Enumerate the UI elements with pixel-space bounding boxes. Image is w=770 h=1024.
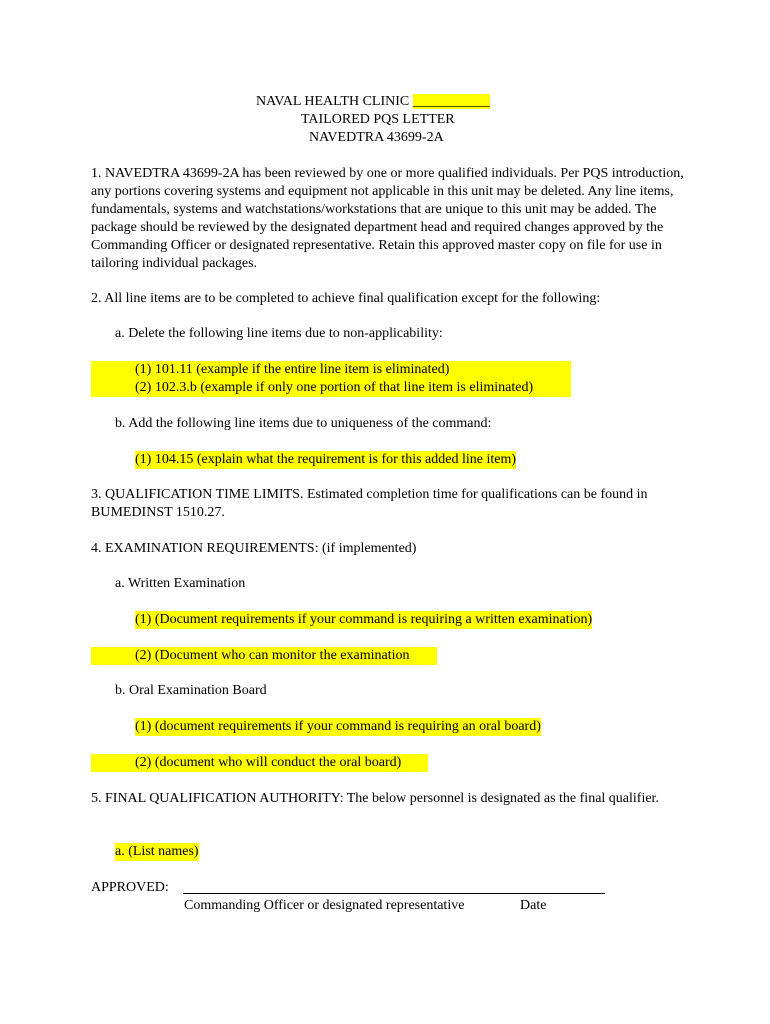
qualifier-names: a. (List names) (115, 844, 199, 859)
line-item-4a1: (1) (Document requirements if your command is requiring a written examination) (135, 612, 593, 627)
signature-line (183, 893, 605, 894)
header-navedtra: NAVEDTRA 43699-2A (309, 130, 444, 145)
line-item-4a2: (2) (Document who can monitor the examination (135, 648, 410, 663)
line-item-2b1: (1) 104.15 (explain what the requirement is for this added line item) (135, 452, 517, 467)
header-clinic-line (256, 93, 490, 111)
clinic-name-blank: ___________ (412, 94, 490, 109)
paragraph-4a: a. Written Examination (115, 576, 246, 591)
line-item-4b1: (1) (document requirements if your command is requiring an oral board) (135, 719, 541, 734)
date-label: Date (520, 898, 547, 913)
line-item-2a2: (2) 102.3.b (example if only one portion of that line item is eliminated) (135, 380, 534, 395)
paragraph-2a: a. Delete the following line items due to non-applicability: (115, 326, 443, 341)
signer-label: Commanding Officer or designated representative (184, 898, 465, 913)
header-clinic-prefix: NAVAL HEALTH CLINIC (256, 94, 413, 109)
line-item-4b2: (2) (document who will conduct the oral board) (135, 755, 402, 770)
paragraph-1: 1. NAVEDTRA 43699-2A has been reviewed by one or more qualified individuals. Per PQS introduction, any portions covering systems and equipment not applicable in this unit may be deleted. Any line items, fundamentals, systems and watchstations/workstations that are unique to this unit may be added. The package should be reviewed by the designated department head and required changes approved by the Commanding Officer or designated representative. Retain this approved master copy on file for use in tailoring individual packages. (91, 166, 684, 271)
line-item-2a1: (1) 101.11 (example if the entire line item is eliminated) (135, 362, 450, 377)
approved-label: APPROVED: (91, 880, 169, 895)
paragraph-4: 4. EXAMINATION REQUIREMENTS: (if implemented) (91, 541, 417, 556)
header-letter-title: TAILORED PQS LETTER (301, 112, 455, 127)
paragraph-2b: b. Add the following line items due to uniqueness of the command: (115, 416, 492, 431)
paragraph-4b: b. Oral Examination Board (115, 683, 267, 698)
paragraph-5: 5. FINAL QUALIFICATION AUTHORITY: The below personnel is designated as the final qualifier. (91, 791, 659, 806)
paragraph-2: 2. All line items are to be completed to achieve final qualification except for the following: (91, 291, 601, 306)
paragraph-3: 3. QUALIFICATION TIME LIMITS. Estimated completion time for qualifications can be found in BUMEDINST 1510.27. (91, 487, 648, 520)
